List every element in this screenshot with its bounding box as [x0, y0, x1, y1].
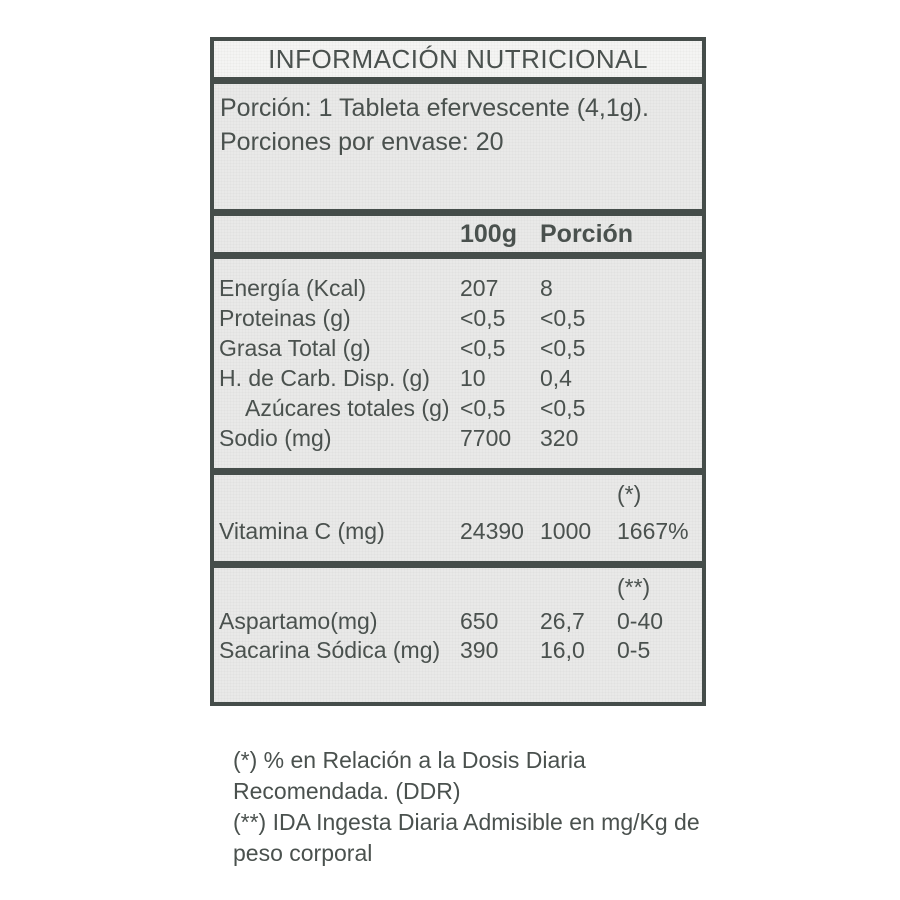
table-row: [214, 363, 702, 393]
serving-info-section: [214, 84, 702, 216]
value-ida: 0-40: [617, 608, 664, 634]
ddr-asterisk-note: (*): [617, 481, 642, 507]
value-per-100g: 207: [460, 275, 499, 301]
table-row: [214, 273, 702, 303]
sweetener-section: [214, 568, 702, 702]
table-row: [214, 333, 702, 363]
value-ddr-percent: 1667%: [617, 518, 689, 544]
column-header-100g: 100g: [460, 220, 517, 248]
table-row: [214, 303, 702, 333]
footnote-line: peso corporal: [233, 840, 373, 866]
nutrient-label: H. de Carb. Disp. (g): [219, 365, 430, 391]
value-per-portion: <0,5: [540, 305, 586, 331]
nutrient-label: Sacarina Sódica (mg): [219, 637, 441, 663]
nutrient-label: Vitamina C (mg): [219, 518, 385, 544]
nutrient-label: Sodio (mg): [219, 425, 332, 451]
table-row: [214, 635, 702, 665]
table-row: [214, 516, 702, 546]
ida-double-asterisk-note: (**): [617, 574, 651, 600]
table-row: [214, 423, 702, 453]
nutrient-label: Energía (Kcal): [219, 275, 367, 301]
nutrient-label: Grasa Total (g): [219, 335, 371, 361]
value-per-100g: <0,5: [460, 395, 506, 421]
value-per-100g: 390: [460, 637, 499, 663]
value-per-portion: 320: [540, 425, 579, 451]
nutrition-facts-table: [210, 37, 706, 706]
nutrient-label: Proteinas (g): [219, 305, 351, 331]
value-per-portion: <0,5: [540, 395, 586, 421]
servings-per-container-text: Porciones por envase: 20: [220, 128, 504, 156]
value-ida: 0-5: [617, 637, 651, 663]
footnotes-block: [233, 745, 753, 869]
value-per-portion: 26,7: [540, 608, 585, 634]
value-per-100g: 7700: [460, 425, 512, 451]
table-title-bar: [214, 41, 702, 84]
vitamin-section: [214, 475, 702, 568]
footnote-line: (**) IDA Ingesta Diaria Admisible en mg/Kg de: [233, 809, 700, 835]
footnote-line: (*) % en Relación a la Dosis Diaria: [233, 747, 586, 773]
nutrient-rows-section: [214, 259, 702, 475]
table-row: [214, 606, 702, 636]
table-title: INFORMACIÓN NUTRICIONAL: [268, 43, 648, 74]
value-per-100g: <0,5: [460, 335, 506, 361]
serving-size-text: Porción: 1 Tableta efervescente (4,1g).: [220, 94, 649, 122]
value-per-portion: 0,4: [540, 365, 572, 391]
value-per-portion: <0,5: [540, 335, 586, 361]
value-per-100g: 10: [460, 365, 486, 391]
footnote-line: Recomendada. (DDR): [233, 778, 461, 804]
value-per-portion: 16,0: [540, 637, 585, 663]
column-header-row: [214, 216, 702, 259]
value-per-portion: 1000: [540, 518, 592, 544]
value-per-100g: <0,5: [460, 305, 506, 331]
value-per-100g: 24390: [460, 518, 524, 544]
table-row: [214, 393, 702, 423]
value-per-100g: 650: [460, 608, 499, 634]
value-per-portion: 8: [540, 275, 553, 301]
column-header-portion: Porción: [540, 220, 634, 248]
nutrient-label: Aspartamo(mg): [219, 608, 378, 634]
nutrient-label-indented: Azúcares totales (g): [245, 395, 450, 421]
